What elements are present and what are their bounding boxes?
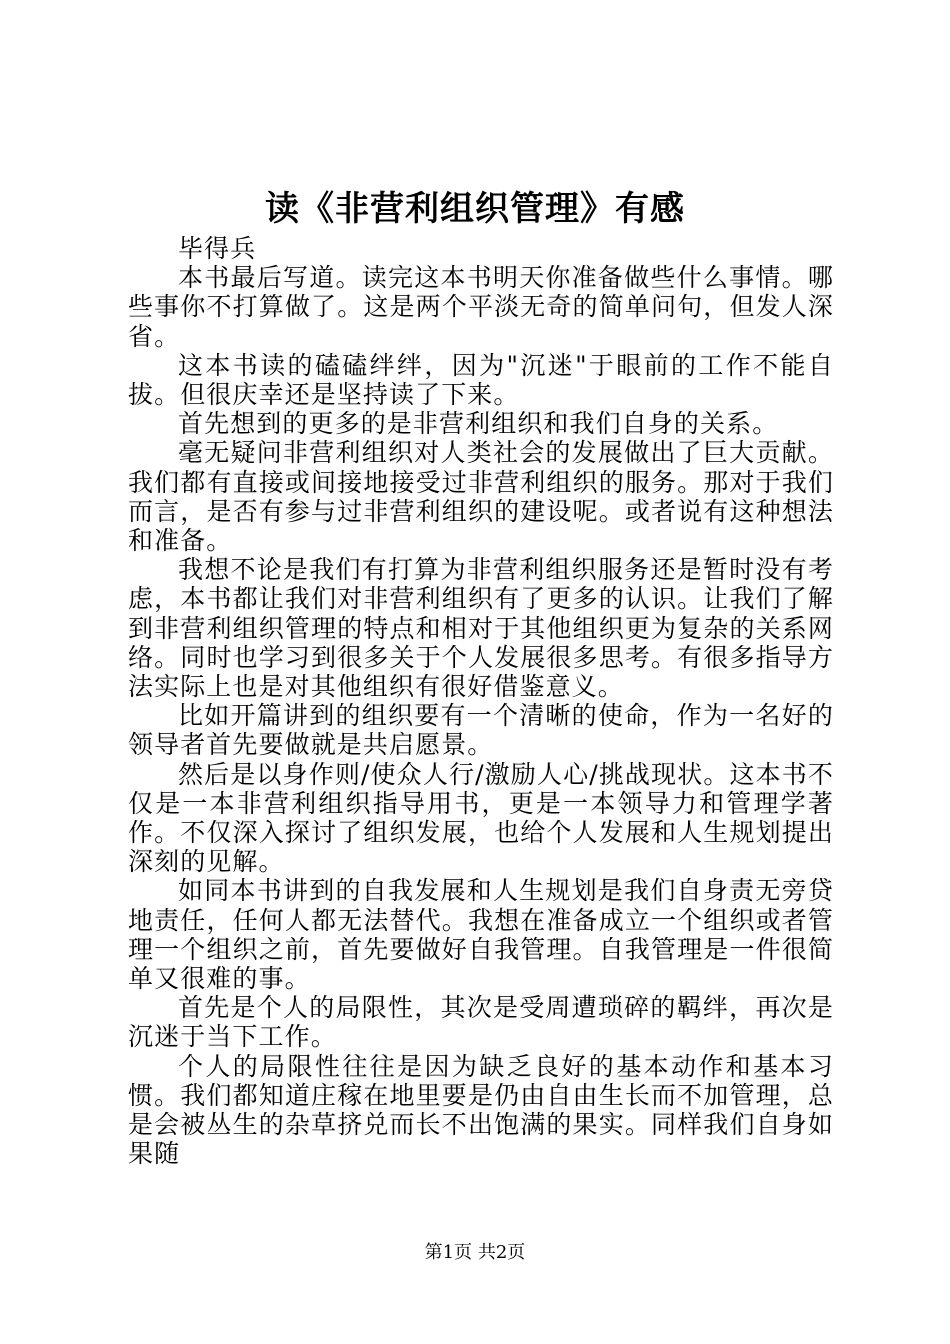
document-body xyxy=(128,234,834,1169)
document-title: 读《非营利组织管理》有感 xyxy=(265,189,685,229)
paragraph: 个人的局限性往往是因为缺乏良好的基本动作和基本习惯。我们都知道庄稼在地里要是仍由自由生长而不加管理，总是会被丛生的杂草挤兑而长不出饱满的果实。同样我们自身如果随 xyxy=(128,1051,834,1169)
paragraph: 我想不论是我们有打算为非营利组织服务还是暂时没有考虑，本书都让我们对非营利组织有了更多的认识。让我们了解到非营利组织管理的特点和相对于其他组织更为复杂的关系网络。同时也学习到很多关于个人发展很多思考。有很多指导方法实际上也是对其他组织有很好借鉴意义。 xyxy=(128,555,834,702)
paragraph: 首先是个人的局限性，其次是受周遭琐碎的羁绊，再次是沉迷于当下工作。 xyxy=(128,993,834,1052)
author-line: 毕得兵 xyxy=(178,234,257,263)
paragraph: 本书最后写道。读完这本书明天你准备做些什么事情。哪些事你不打算做了。这是两个平淡无奇的简单问句，但发人深省。 xyxy=(128,263,834,351)
paragraph: 这本书读的磕磕绊绊，因为"沉迷"于眼前的工作不能自拔。但很庆幸还是坚持读了下来。 xyxy=(128,350,834,410)
paragraph: 然后是以身作则/使众人行/激励人心/挑战现状。这本书不仅是一本非营利组织指导用书，更是一本领导力和管理学著作。不仅深入探讨了组织发展，也给个人发展和人生规划提出深刻的见解。 xyxy=(128,759,834,877)
paragraph: 比如开篇讲到的组织要有一个清晰的使命，作为一名好的领导者首先要做就是共启愿景。 xyxy=(128,701,834,760)
paragraph: 如同本书讲到的自我发展和人生规划是我们自身责无旁贷地责任，任何人都无法替代。我想在准备成立一个组织或者管理一个组织之前，首先要做好自我管理。自我管理是一件很简单又很难的事。 xyxy=(128,876,834,994)
page-footer: 第1页 共2页 xyxy=(424,1242,526,1263)
paragraph: 毫无疑问非营利组织对人类社会的发展做出了巨大贡献。我们都有直接或间接地接受过非营利组织的服务。那对于我们而言，是否有参与过非营利组织的建设呢。或者说有这种想法和准备。 xyxy=(128,438,834,556)
paragraph: 首先想到的更多的是非营利组织和我们自身的关系。 xyxy=(178,409,779,439)
